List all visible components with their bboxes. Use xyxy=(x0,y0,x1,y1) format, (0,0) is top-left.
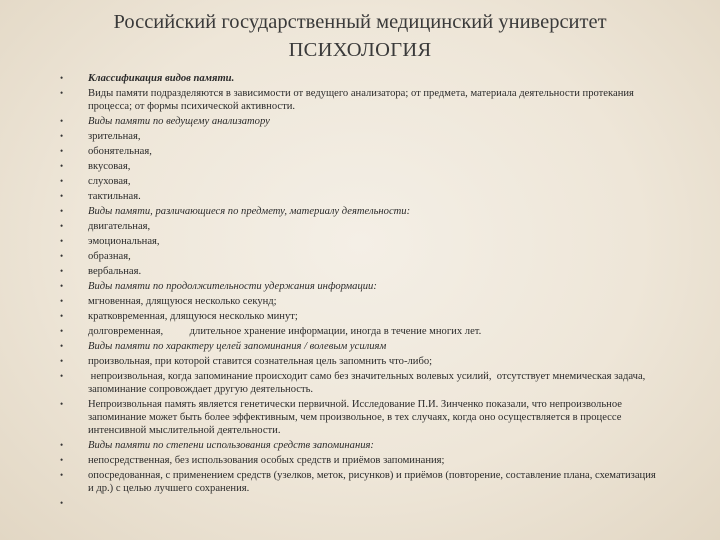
list-item xyxy=(56,145,656,158)
bullet-text: вербальная. xyxy=(88,266,142,277)
list-item xyxy=(56,310,656,323)
bullet-text: непроизвольная, когда запоминание происходит само без значительных волевых усилий, отсутствует мнемическая задача, запоминание сопровождает другую деятельность. xyxy=(88,371,648,395)
slide-title xyxy=(0,8,720,64)
bullet-text: Классификация видов памяти. xyxy=(88,73,235,84)
bullet-text: долговременная, длительное хранение информации, иногда в течение многих лет. xyxy=(88,326,482,337)
list-item xyxy=(56,175,656,188)
bullet-text: двигательная, xyxy=(88,221,151,232)
bullet-text: Виды памяти подразделяются в зависимости от ведущего анализатора; от предмета, материала деятельности протекания процесса; от формы психической активности. xyxy=(88,88,634,112)
bullet-text: непосредственная, без использования особых средств и приёмов запоминания; xyxy=(88,455,445,466)
bullet-text: слуховая, xyxy=(88,176,131,187)
subject-title: ПСИХОЛОГИЯ xyxy=(288,39,432,61)
list-item xyxy=(56,265,656,278)
bullet-list xyxy=(56,72,656,512)
list-item xyxy=(56,205,656,218)
list-item xyxy=(56,370,656,396)
bullet-text: Виды памяти по характеру целей запоминания / волевым усилиям xyxy=(88,341,387,352)
bullet-text: Виды памяти по степени использования средств запоминания: xyxy=(88,440,374,451)
bullet-text: кратковременная, длящуюся несколько минут; xyxy=(88,311,298,322)
bullet-text: Непроизвольная память является генетически первичной. Исследование П.И. Зинченко показали, что непроизвольное запоминание может быть более эффективным, чем произвольное, в тех случаях, когда оно осуществляется в процессе интенсивной мыслительной деятельности. xyxy=(88,399,622,436)
bullet-text: эмоциональная, xyxy=(88,236,160,247)
list-item xyxy=(56,220,656,233)
list-item xyxy=(56,469,656,495)
bullet-text: вкусовая, xyxy=(88,161,131,172)
bullet-text: обонятельная, xyxy=(88,146,152,157)
list-item xyxy=(56,340,656,353)
list-item xyxy=(56,130,656,143)
list-item xyxy=(56,250,656,263)
list-item xyxy=(56,295,656,308)
university-name: Российский государственный медицинский университет xyxy=(113,11,607,33)
bullet-text: образная, xyxy=(88,251,131,262)
list-item xyxy=(56,398,656,437)
bullet-text: зрительная, xyxy=(88,131,141,142)
list-item xyxy=(56,115,656,128)
list-item xyxy=(56,87,656,113)
bullet-text: мгновенная, длящуюся несколько секунд; xyxy=(88,296,277,307)
list-item xyxy=(56,190,656,203)
bullet-text: произвольная, при которой ставится сознательная цель запомнить что-либо; xyxy=(88,356,433,367)
list-item xyxy=(56,160,656,173)
bullet-text: опосредованная, с применением средств (узелков, меток, рисунков) и приёмов (повторение, составление плана, схематизация и др.) с целью лучшего сохранения. xyxy=(88,470,656,494)
list-item xyxy=(56,280,656,293)
bullet-text: Виды памяти по продолжительности удержания информации: xyxy=(88,281,377,292)
list-item xyxy=(56,454,656,467)
list-item xyxy=(56,497,656,510)
list-item xyxy=(56,439,656,452)
list-item xyxy=(56,355,656,368)
list-item xyxy=(56,325,656,338)
bullet-text: тактильная. xyxy=(88,191,141,202)
bullet-text: Виды памяти по ведущему анализатору xyxy=(88,116,270,127)
list-item xyxy=(56,235,656,248)
list-item xyxy=(56,72,656,85)
bullet-text: Виды памяти, различающиеся по предмету, материалу деятельности: xyxy=(88,206,411,217)
